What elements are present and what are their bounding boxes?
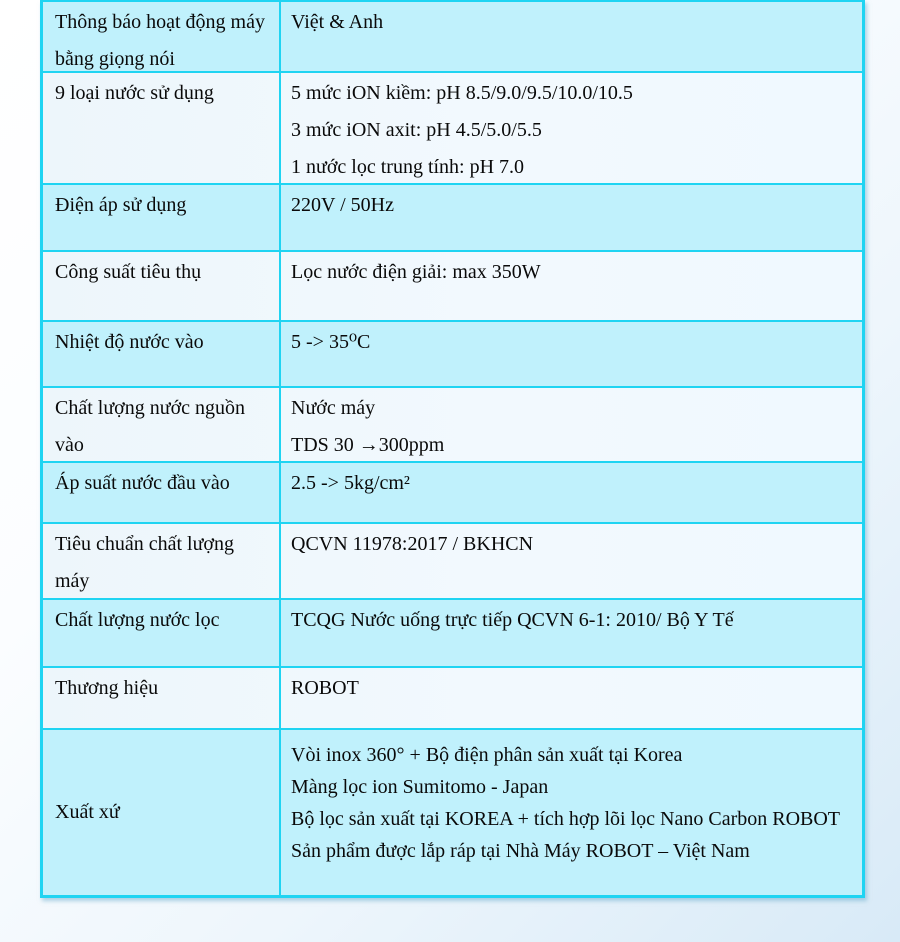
spec-value <box>281 322 862 386</box>
spec-value <box>281 73 862 183</box>
table-row-inlet-temperature <box>43 322 862 388</box>
spec-label: Chất lượng nước lọc <box>43 600 281 666</box>
spec-value-line: Bộ lọc sản xuất tại KOREA + tích hợp lõi lọc Nano Carbon ROBOT <box>291 808 841 830</box>
spec-value-line: Nước máy <box>291 397 376 419</box>
spec-value-line: TCQG Nước uống trực tiếp QCVN 6-1: 2010/ Bộ Y Tế <box>291 609 734 631</box>
spec-value-line: 2.5 -> 5kg/cm² <box>291 472 410 494</box>
spec-value <box>281 2 862 71</box>
spec-label: Thông báo hoạt động máy bằng giọng nói <box>43 2 281 71</box>
table-row-voltage <box>43 185 862 252</box>
spec-label: Thương hiệu <box>43 668 281 728</box>
spec-value <box>281 668 862 728</box>
spec-value <box>281 600 862 666</box>
spec-label: Xuất xứ <box>43 730 281 895</box>
table-row-origin <box>43 730 862 895</box>
spec-label: Điện áp sử dụng <box>43 185 281 250</box>
spec-label: Tiêu chuẩn chất lượng máy <box>43 524 281 598</box>
table-row-source-water-quality <box>43 388 862 463</box>
spec-value-line: 220V / 50Hz <box>291 194 394 216</box>
spec-value-line: Vòi inox 360° + Bộ điện phân sản xuất tại Korea <box>291 744 683 766</box>
table-row-water-types <box>43 73 862 185</box>
spec-label: 9 loại nước sử dụng <box>43 73 281 183</box>
table-row-machine-standard <box>43 524 862 600</box>
spec-value-line: Lọc nước điện giải: max 350W <box>291 261 541 283</box>
spec-value <box>281 185 862 250</box>
table-row-power <box>43 252 862 322</box>
table-row-filtered-water-quality <box>43 600 862 668</box>
spec-value <box>281 524 862 598</box>
spec-value-line: Màng lọc ion Sumitomo - Japan <box>291 776 549 798</box>
spec-value <box>281 388 862 461</box>
product-spec-table <box>40 0 865 898</box>
spec-value <box>281 252 862 320</box>
spec-value <box>281 730 862 895</box>
spec-value-line: 1 nước lọc trung tính: pH 7.0 <box>291 156 525 178</box>
spec-value <box>281 463 862 522</box>
spec-label: Nhiệt độ nước vào <box>43 322 281 386</box>
spec-value-line: 5 mức iON kiềm: pH 8.5/9.0/9.5/10.0/10.5 <box>291 82 633 104</box>
spec-value-line: Việt & Anh <box>291 11 384 33</box>
spec-value-line: 5 -> 35⁰C <box>291 331 371 353</box>
spec-value-line: ROBOT <box>291 677 359 699</box>
spec-value-line: TDS 30 →300ppm <box>291 434 445 456</box>
table-row-brand <box>43 668 862 730</box>
spec-label: Công suất tiêu thụ <box>43 252 281 320</box>
spec-value-line: Sản phẩm được lắp ráp tại Nhà Máy ROBOT – Việt Nam <box>291 840 750 862</box>
spec-value-line: QCVN 11978:2017 / BKHCN <box>291 533 534 555</box>
spec-label: Chất lượng nước nguồn vào <box>43 388 281 461</box>
table-row-inlet-pressure <box>43 463 862 524</box>
table-row-voice-announce <box>43 2 862 73</box>
spec-value-line: 3 mức iON axit: pH 4.5/5.0/5.5 <box>291 119 542 141</box>
spec-label: Áp suất nước đầu vào <box>43 463 281 522</box>
